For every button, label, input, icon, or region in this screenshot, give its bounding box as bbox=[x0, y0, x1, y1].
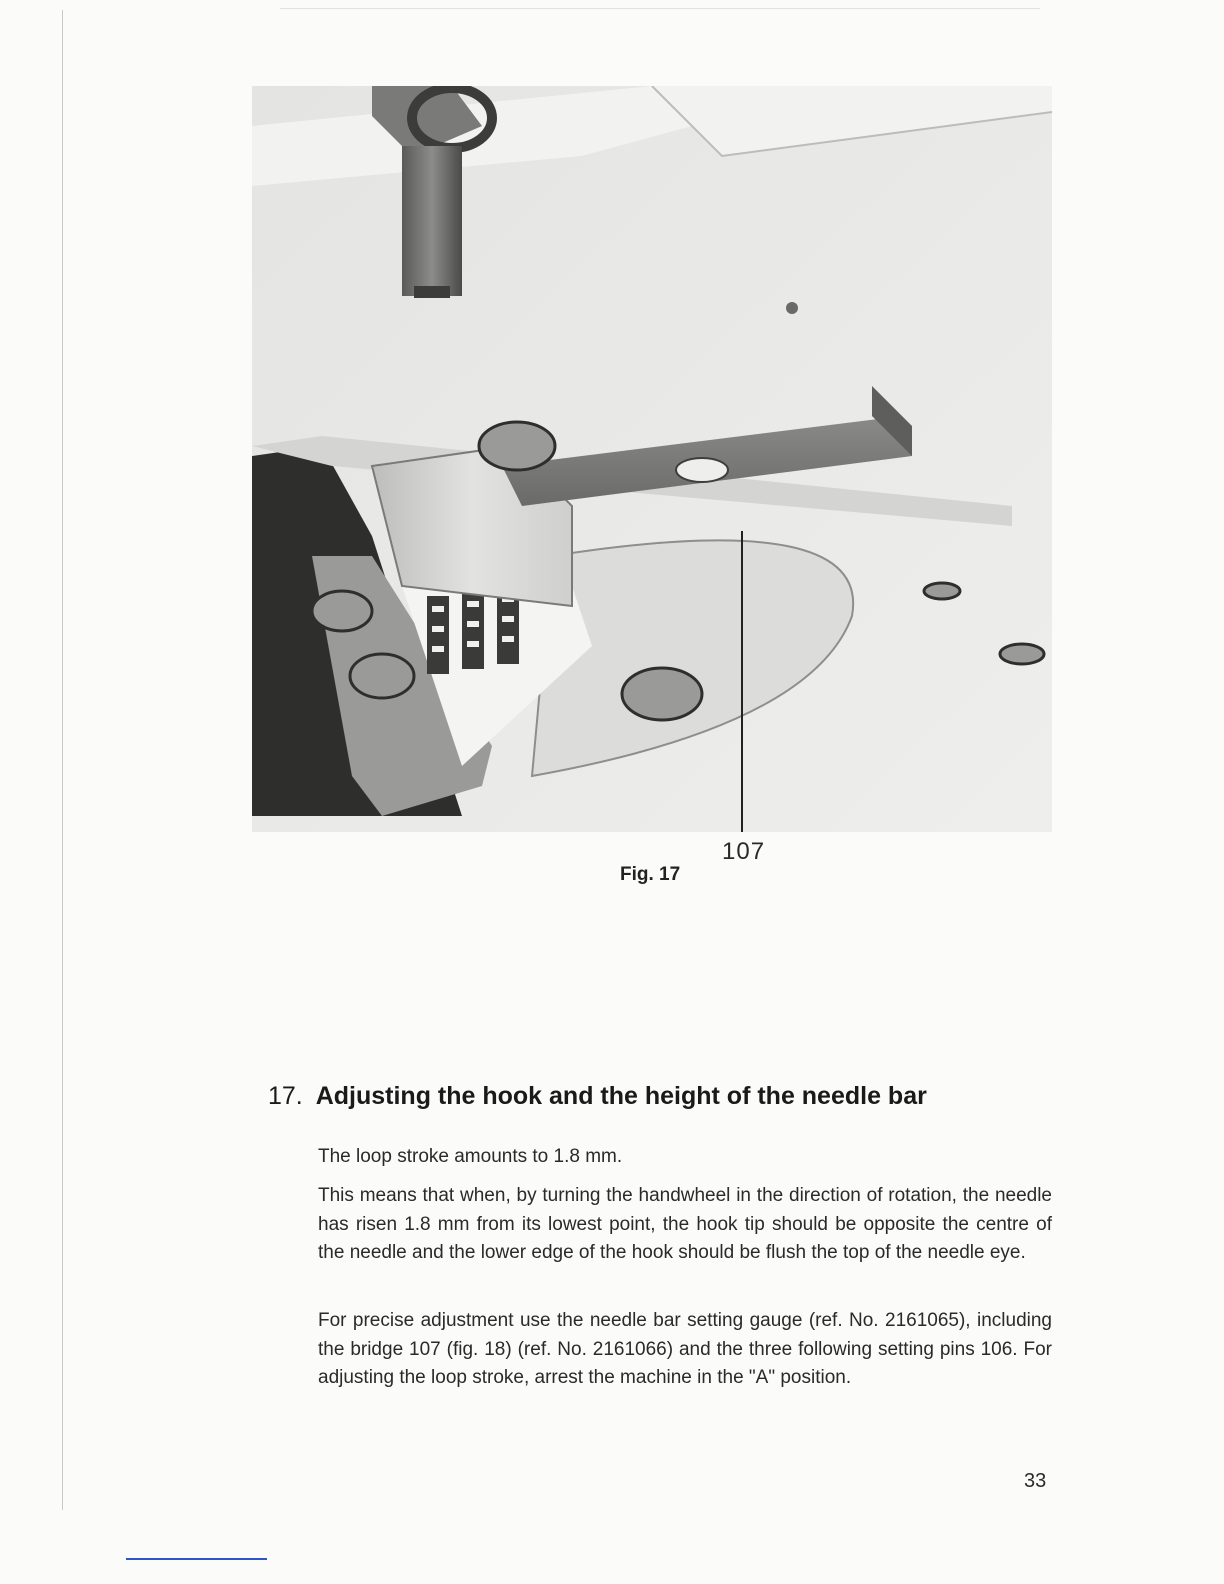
paragraph-needle-position: This means that when, by turning the handwheel in the direction of rotation, the needle has risen 1.8 mm from its lowest point, the hook tip should be opposite the centre of the needle and the lower edge of the hook should be flush the top of the needle eye. bbox=[318, 1185, 1052, 1263]
section-heading bbox=[268, 1082, 1068, 1111]
sewing-machine-needle-plate-illustration bbox=[252, 86, 1052, 832]
paragraph-loop-stroke: The loop stroke amounts to 1.8 mm. bbox=[318, 1146, 623, 1167]
scan-margin-line bbox=[62, 10, 63, 1510]
section-number: 17. bbox=[268, 1082, 303, 1110]
callout-number: 107 bbox=[722, 838, 766, 865]
figure-caption: Fig. 17 bbox=[620, 864, 681, 885]
section-title: Adjusting the hook and the height of the needle bar bbox=[315, 1082, 927, 1110]
blue-underline-mark bbox=[126, 1558, 267, 1560]
scan-top-rule bbox=[280, 8, 1040, 9]
page-number: 33 bbox=[1024, 1470, 1047, 1492]
paragraph-adjustment-gauge: For precise adjustment use the needle bar setting gauge (ref. No. 2161065), including the bridge 107 (fig. 18) (ref. No. 2161066) and the three following setting pins 106. For adjusting the loop stroke, arrest the machine in the "A" position. bbox=[318, 1310, 1052, 1388]
figure-17-photo bbox=[252, 86, 1052, 832]
